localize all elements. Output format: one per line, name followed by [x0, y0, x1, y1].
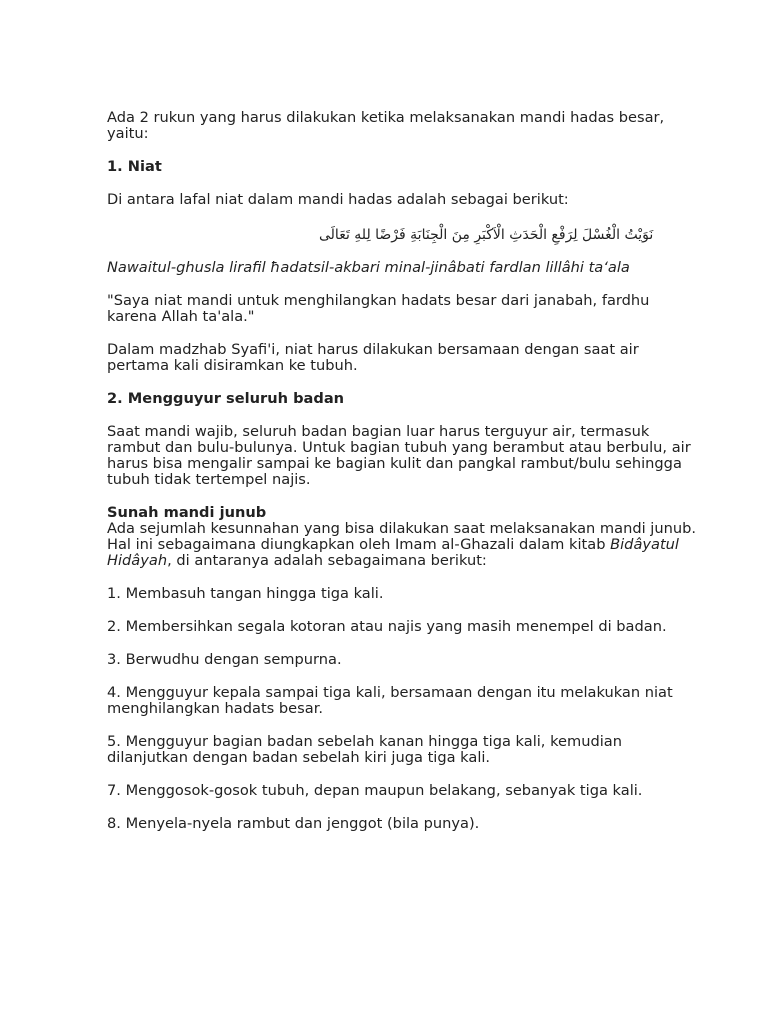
niat-translation: "Saya niat mandi untuk menghilangkan hadats besar dari janabah, fardhu karena Allah ta'ala." [107, 292, 650, 325]
section-heading-mengguyur: 2. Mengguyur seluruh badan [107, 390, 345, 407]
list-item: 3. Berwudhu dengan sempurna. [107, 651, 342, 668]
sunah-intro-text-end: , di antaranya adalah sebagaimana berikut: [167, 552, 487, 569]
document-body [107, 110, 697, 832]
list-item: 7. Menggosok-gosok tubuh, depan maupun belakang, sebanyak tiga kali. [107, 782, 643, 799]
intro-paragraph: Ada 2 rukun yang harus dilakukan ketika melaksanakan mandi hadas besar, yaitu: [107, 109, 665, 142]
list-item: 4. Mengguyur kepala sampai tiga kali, bersamaan dengan itu melakukan niat menghilangkan hadats besar. [107, 684, 673, 717]
section-heading-niat: 1. Niat [107, 158, 162, 175]
sunah-heading: Sunah mandi junub [107, 504, 267, 521]
niat-transliteration: Nawaitul-ghusla lirafil ħadatsil-akbari minal-jinâbati fardlan lillâhi ta‘ala [107, 259, 630, 276]
arabic-niat-text: نَوَيْتُ الْغُسْلَ لِرَفْعِ الْحَدَثِ الْاَكْبَرِ مِنَ الْجِنَابَةِ فَرْضًا لِلهِ تَعَالَى [319, 227, 654, 243]
book-title: Bidâyatul Hidâyah [107, 536, 679, 569]
sunah-intro-paragraph [107, 521, 697, 569]
niat-note-paragraph: Dalam madzhab Syafi'i, niat harus dilakukan bersamaan dengan saat air pertama kali disiramkan ke tubuh. [107, 341, 639, 374]
sunah-intro-text: Ada sejumlah kesunnahan yang bisa dilakukan saat melaksanakan mandi junub. Hal ini sebagaimana diungkapkan oleh Imam al-Ghazali dalam kitab [107, 520, 697, 553]
list-item: 1. Membasuh tangan hingga tiga kali. [107, 585, 384, 602]
mengguyur-paragraph: Saat mandi wajib, seluruh badan bagian luar harus terguyur air, termasuk rambut dan bulu-bulunya. Untuk bagian tubuh yang berambut atau berbulu, air harus bisa mengalir sampai ke bagian kulit dan pangkal rambut/bulu sehingga tubuh tidak tertempel najis. [107, 423, 691, 488]
list-item: 5. Mengguyur bagian badan sebelah kanan hingga tiga kali, kemudian dilanjutkan dengan badan sebelah kiri juga tiga kali. [107, 733, 622, 766]
list-item: 2. Membersihkan segala kotoran atau najis yang masih menempel di badan. [107, 618, 667, 635]
list-item: 8. Menyela-nyela rambut dan jenggot (bila punya). [107, 815, 480, 832]
niat-lead-paragraph: Di antara lafal niat dalam mandi hadas adalah sebagai berikut: [107, 191, 569, 208]
